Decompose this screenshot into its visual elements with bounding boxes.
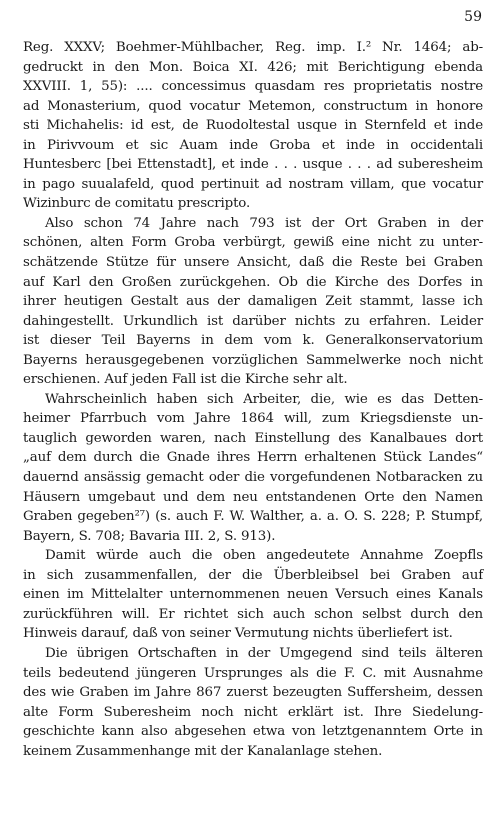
text-line: Reg. XXXV; Boehmer-Mühlbacher, Reg. imp. I.² Nr. 1464; ab- [23, 40, 483, 55]
text-line: Die übrigen Ortschaften in der Umgegend sind teils älteren [45, 645, 483, 661]
text-line: alte Form Suberesheim noch nicht erklärt ist. Ihre Siedelung- [23, 704, 483, 720]
text-line: in sich zusammenfallen, der die Überbleibsel bei Graben auf [23, 567, 483, 583]
text-line: keinem Zusammenhange mit der Kanalanlage stehen. [23, 743, 383, 759]
text-line: gedruckt in den Mon. Boica XI. 426; mit Berichtigung ebenda [23, 59, 483, 75]
text-line: ihrer heutigen Gestalt aus der damaligen Zeit stammt, lasse ich [23, 294, 483, 310]
text-line: ist dieser Teil Bayerns in dem vom k. Generalkonservatorium [23, 333, 483, 349]
text-line: Bayerns herausgegebenen vorzüglichen Sammelwerke noch nicht [23, 352, 483, 368]
text-line: heimer Pfarrbuch vom Jahre 1864 will, zum Kriegsdienste un- [23, 411, 483, 427]
text-line: einen im Mittelalter unternommenen neuen Versuch eines Kanals [23, 587, 483, 603]
text-line: Bayern, S. 708; Bavaria III. 2, S. 913). [23, 528, 276, 544]
paragraph-groba [23, 214, 483, 390]
body-text [23, 38, 483, 761]
text-line: Häusern umgebaut und dem neu entstandenen Orte den Namen [23, 489, 483, 505]
text-line: in pago suualafeld, quod pertinuit ad nostram villam, que vocatur [23, 176, 483, 192]
paragraph-ortschaften [23, 644, 483, 761]
page-number: 59 [464, 9, 482, 25]
text-line: „auf dem durch die Gnade ihres Herrn erhaltenen Stück Landes“ [23, 450, 483, 466]
text-line: auf Karl den Großen zurückgehen. Ob die Kirche des Dorfes in [23, 274, 483, 290]
text-line: Wizinburc de comitatu prescripto. [23, 196, 251, 212]
paragraph-citation [23, 38, 483, 214]
text-line: Hinweis darauf, daß von seiner Vermutung nichts überliefert ist. [23, 626, 453, 642]
text-line: Huntesberc [bei Ettenstadt], et inde . . . usque . . . ad suberesheim [23, 157, 483, 173]
text-line: Damit würde auch die oben angedeutete Annahme Zoepfls [45, 548, 483, 564]
text-line: zurückführen will. Er richtet sich auch schon selbst durch den [23, 606, 483, 622]
text-line: XXVIII. 1, 55): .... concessimus quasdam res proprietatis nostre [23, 79, 483, 95]
text-line: erschienen. Auf jeden Fall ist die Kirche sehr alt. [23, 372, 348, 388]
text-line: sti Michahelis: id est, de Ruodoltestal usque in Sternfeld et inde [23, 118, 483, 134]
text-line: schätzende Stütze für unsere Ansicht, daß die Reste bei Graben [23, 255, 483, 271]
text-line: Also schon 74 Jahre nach 793 ist der Ort Graben in der [45, 215, 483, 231]
text-line: tauglich geworden waren, nach Einstellung des Kanalbaues dort [23, 430, 483, 446]
paragraph-zoepfl [23, 546, 483, 644]
text-line: schönen, alten Form Groba verbürgt, gewiß eine nicht zu unter- [23, 235, 483, 251]
text-line: ad Monasterium, quod vocatur Metemon, constructum in honore [23, 98, 483, 114]
text-line: Wahrscheinlich haben sich Arbeiter, die, wie es das Detten- [45, 391, 483, 407]
text-line: in Pirivvoum et sic Auam inde Groba et inde in occidentali [23, 137, 483, 153]
text-line: dauernd ansässig gemacht oder die vorgefundenen Notbaracken zu [23, 470, 483, 486]
text-line: geschichte kann also abgesehen etwa von letztgenanntem Orte in [23, 724, 483, 740]
text-line: teils bedeutend jüngeren Ursprunges als die F. C. mit Ausnahme [23, 665, 483, 681]
text-line: Graben gegeben²⁷) (s. auch F. W. Walther, a. a. O. S. 228; P. Stumpf, [23, 509, 483, 525]
paragraph-arbeiter [23, 390, 483, 546]
text-line: des wie Graben im Jahre 867 zuerst bezeugten Suffersheim, dessen [23, 685, 483, 701]
text-line: dahingestellt. Urkundlich ist darüber nichts zu erfahren. Leider [23, 313, 483, 329]
